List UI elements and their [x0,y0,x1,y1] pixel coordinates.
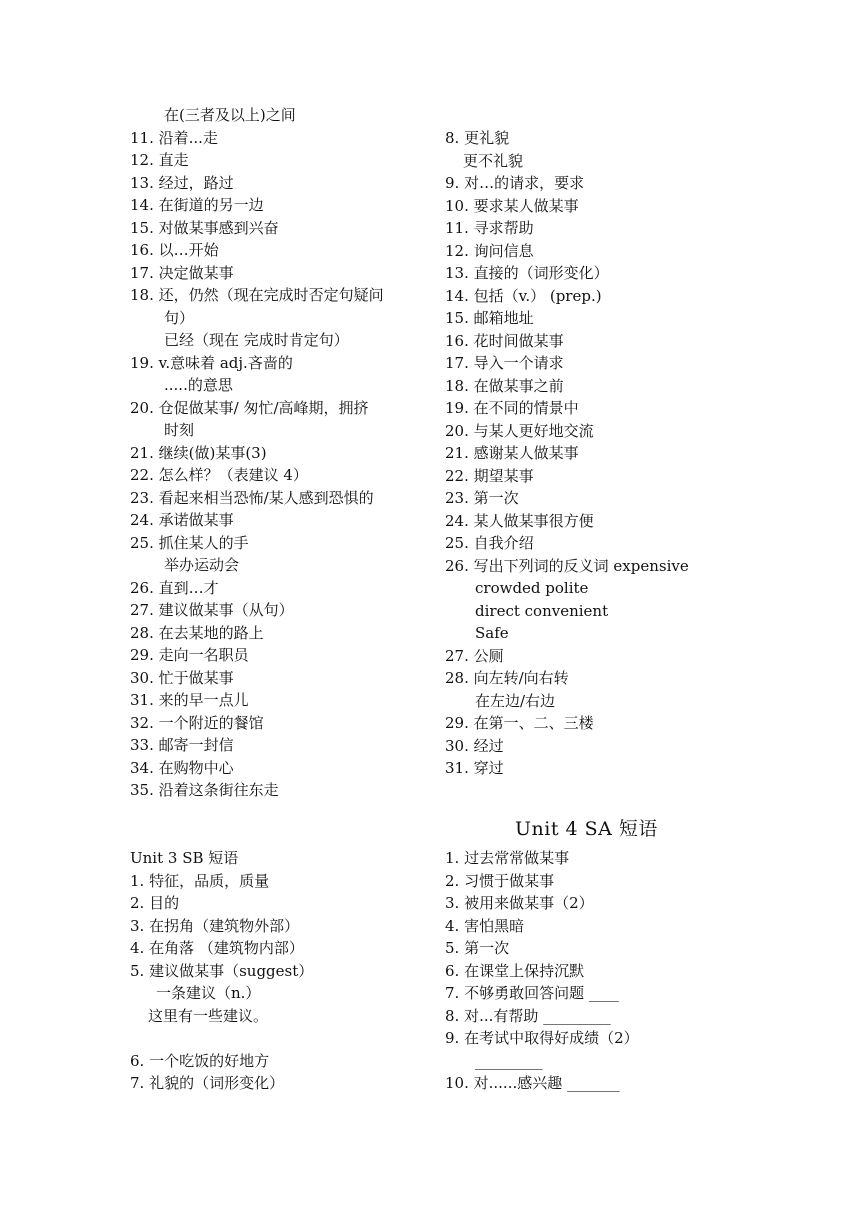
list-item: 31. 来的早一点儿 [130,691,249,709]
list-item: 10. 对......感兴趣 _______ [445,1074,620,1092]
list-item: 9. 在考试中取得好成绩（2） [445,1029,639,1047]
list-item: 24. 承诺做某事 [130,511,234,529]
list-item: 这里有一些建议。 [148,1006,269,1025]
list-item: 时刻 [164,421,195,439]
list-item: 6. 一个吃饭的好地方 [130,1051,270,1070]
list-item: 31. 穿过 [445,759,504,777]
list-item: 21. 感谢某人做某事 [445,444,579,462]
list-item: 12. 询问信息 [445,241,534,260]
left-column-bottom [130,847,440,1095]
list-item: 19. 在不同的情景中 [445,399,579,417]
list-item: 17. 导入一个请求 [445,354,564,372]
list-item: 10. 要求某人做某事 [445,196,579,215]
list-item: 3. 被用来做某事（2） [445,894,594,912]
right-column-top [445,127,745,780]
list-item: 举办运动会 [164,556,240,574]
list-item: 4. 在角落 （建筑物内部） [130,939,304,957]
list-item: 1. 特征，品质，质量 [130,871,270,890]
list-item: 29. 走向一名职员 [130,646,249,664]
list-item: Safe [475,624,509,642]
list-item: 21. 继续(做)某事(3) [130,443,267,462]
list-item: 1. 过去常常做某事 [445,849,570,867]
list-item: 28. 在去某地的路上 [130,623,264,642]
left-column-top [130,104,425,802]
list-item: 14. 在街道的另一边 [130,196,264,214]
list-item: 已经（现在 完成时肯定句） [164,331,349,349]
list-item: 33. 邮寄一封信 [130,736,234,754]
list-item: 20. 仓促做某事/ 匆忙/高峰期，拥挤 [130,398,369,417]
list-item: 34. 在购物中心 [130,758,234,777]
list-item: 26. 直到…才 [130,578,219,597]
list-item: crowded polite [475,579,589,597]
list-item: 16. 花时间做某事 [445,331,564,350]
list-item: 30. 经过 [445,736,504,755]
list-item: 17. 决定做某事 [130,263,234,282]
list-item: 22. 怎么样？（表建议 4） [130,466,308,484]
list-item: 25. 自我介绍 [445,534,534,552]
list-item: 27. 建议做某事（从句） [130,601,294,619]
list-item: 3. 在拐角（建筑物外部） [130,916,300,935]
list-item: 19. v.意味着 adj.吝啬的 [130,353,293,372]
list-item: direct convenient [475,601,609,620]
list-item: 更不礼貌 [463,151,524,170]
list-item: 13. 直接的（词形变化） [445,264,609,282]
list-item: 9. 对…的请求，要求 [445,174,585,192]
unit4-title: Unit 4 SA 短语 [515,818,658,840]
list-item: 28. 向左转/向右转 [445,669,569,687]
list-item: 16. 以…开始 [130,241,219,259]
list-item [130,1027,440,1050]
list-item: 5. 第一次 [445,939,510,957]
list-item: 4. 害怕黑暗 [445,916,525,935]
list-item: 29. 在第一、二、三楼 [445,714,594,732]
list-item: 一条建议（n.） [156,984,261,1002]
list-item: 15. 邮箱地址 [445,309,534,327]
list-item: 2. 目的 [130,894,180,912]
list-item: 2. 习惯于做某事 [445,871,555,890]
list-item: 句） [164,308,195,327]
list-item: 14. 包括（v.） (prep.) [445,286,602,305]
list-item: 22. 期望某事 [445,466,534,485]
list-item: 在左边/右边 [475,691,556,710]
list-item: 23. 第一次 [445,489,519,507]
list-item: 18. 还，仍然（现在完成时否定句疑问 [130,286,384,304]
list-item: 5. 建议做某事（suggest） [130,961,314,980]
list-item: 23. 看起来相当恐怖/某人感到恐惧的 [130,488,374,507]
list-item: 15. 对做某事感到兴奋 [130,218,279,237]
list-item: 在(三者及以上)之间 [164,106,296,124]
list-item: 8. 更礼貌 [445,129,510,147]
list-item: 13. 经过，路过 [130,173,234,192]
list-item: 6. 在课堂上保持沉默 [445,961,585,980]
list-item: 12. 直走 [130,151,189,169]
list-item: 7. 不够勇敢回答问题 ____ [445,984,619,1002]
list-item: 11. 寻求帮助 [445,219,534,237]
list-item: 30. 忙于做某事 [130,668,234,687]
list-item: 35. 沿着这条街往东走 [130,781,279,799]
list-item: 25. 抓住某人的手 [130,533,249,552]
list-item: _________ [475,1051,543,1070]
list-item: 26. 写出下列词的反义词 expensive [445,556,689,575]
list-item: Unit 3 SB 短语 [130,849,239,867]
list-item: 24. 某人做某事很方便 [445,511,594,530]
list-item: 20. 与某人更好地交流 [445,421,594,440]
list-item: 27. 公厕 [445,646,504,665]
list-item: 11. 沿着...走 [130,128,218,147]
list-item: 32. 一个附近的餐馆 [130,713,264,732]
list-item: 7. 礼貌的（词形变化） [130,1074,285,1092]
list-item: .....的意思 [164,376,233,394]
list-item: 18. 在做某事之前 [445,376,564,395]
right-column-bottom [445,847,745,1095]
list-item: 8. 对...有帮助 _________ [445,1006,611,1025]
